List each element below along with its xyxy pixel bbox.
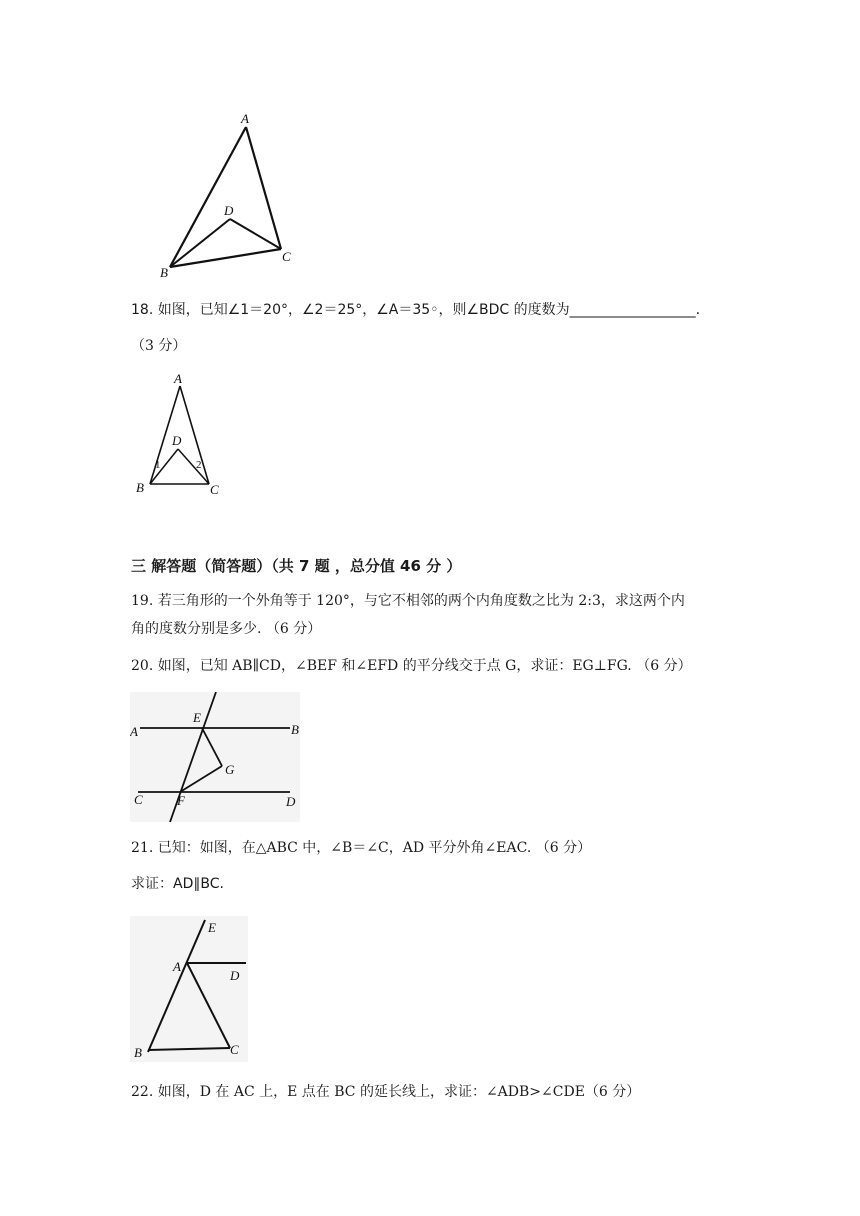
label-D: D [286, 794, 296, 809]
figure-q21-triangle [130, 916, 248, 1062]
figure-q20-parallel-lines [130, 692, 300, 822]
figure-triangle-abcd-top [150, 105, 320, 285]
label-A: A [173, 959, 181, 974]
question-18-points: （3 分） [131, 338, 187, 354]
question-21-prove: 求证：AD∥BC. [131, 876, 224, 892]
question-21-text: 21. 已知：如图，在△ABC 中，∠B＝∠C，AD 平分外角∠EAC. （6 分） [131, 840, 592, 856]
label-D: D [230, 968, 240, 983]
label-A: A [174, 371, 182, 386]
label-E: E [208, 920, 216, 935]
question-22-text: 22. 如图，D 在 AC 上，E 点在 BC 的延长线上，求证：∠ADB>∠CDE（6 分） [131, 1084, 641, 1100]
label-D: D [172, 433, 182, 448]
question-19-line-1: 19. 若三角形的一个外角等于 120°，与它不相邻的两个内角度数之比为 2:3，求这两个内 [131, 593, 685, 609]
label-A: A [241, 111, 249, 126]
label-C: C [210, 482, 219, 497]
label-C: C [230, 1042, 239, 1057]
label-angle-2: 2 [196, 459, 202, 471]
label-C: C [134, 792, 143, 807]
label-F: F [177, 793, 185, 808]
question-19-line-2: 角的度数分别是多少. （6 分） [131, 621, 322, 637]
label-B: B [160, 265, 168, 280]
label-B: B [136, 480, 144, 495]
label-B: B [134, 1045, 142, 1060]
question-20-text: 20. 如图，已知 AB∥CD，∠BEF 和∠EFD 的平分线交于点 G，求证：EG⊥FG. （6 分） [131, 658, 692, 674]
label-G: G [225, 762, 235, 777]
question-18-text: 18. 如图，已知∠1＝20°，∠2＝25°，∠A＝35◦，则∠BDC 的度数为__________________. [131, 302, 701, 318]
label-angle-1: 1 [155, 459, 161, 471]
label-A: A [130, 724, 138, 739]
label-C: C [282, 249, 291, 264]
label-E: E [193, 710, 201, 725]
section-heading: 三 解答题（简答题）（共 7 题 ，总分值 46 分 ） [131, 557, 462, 575]
label-B: B [291, 722, 299, 737]
figure-q18-triangle [128, 370, 228, 498]
label-D: D [224, 203, 234, 218]
